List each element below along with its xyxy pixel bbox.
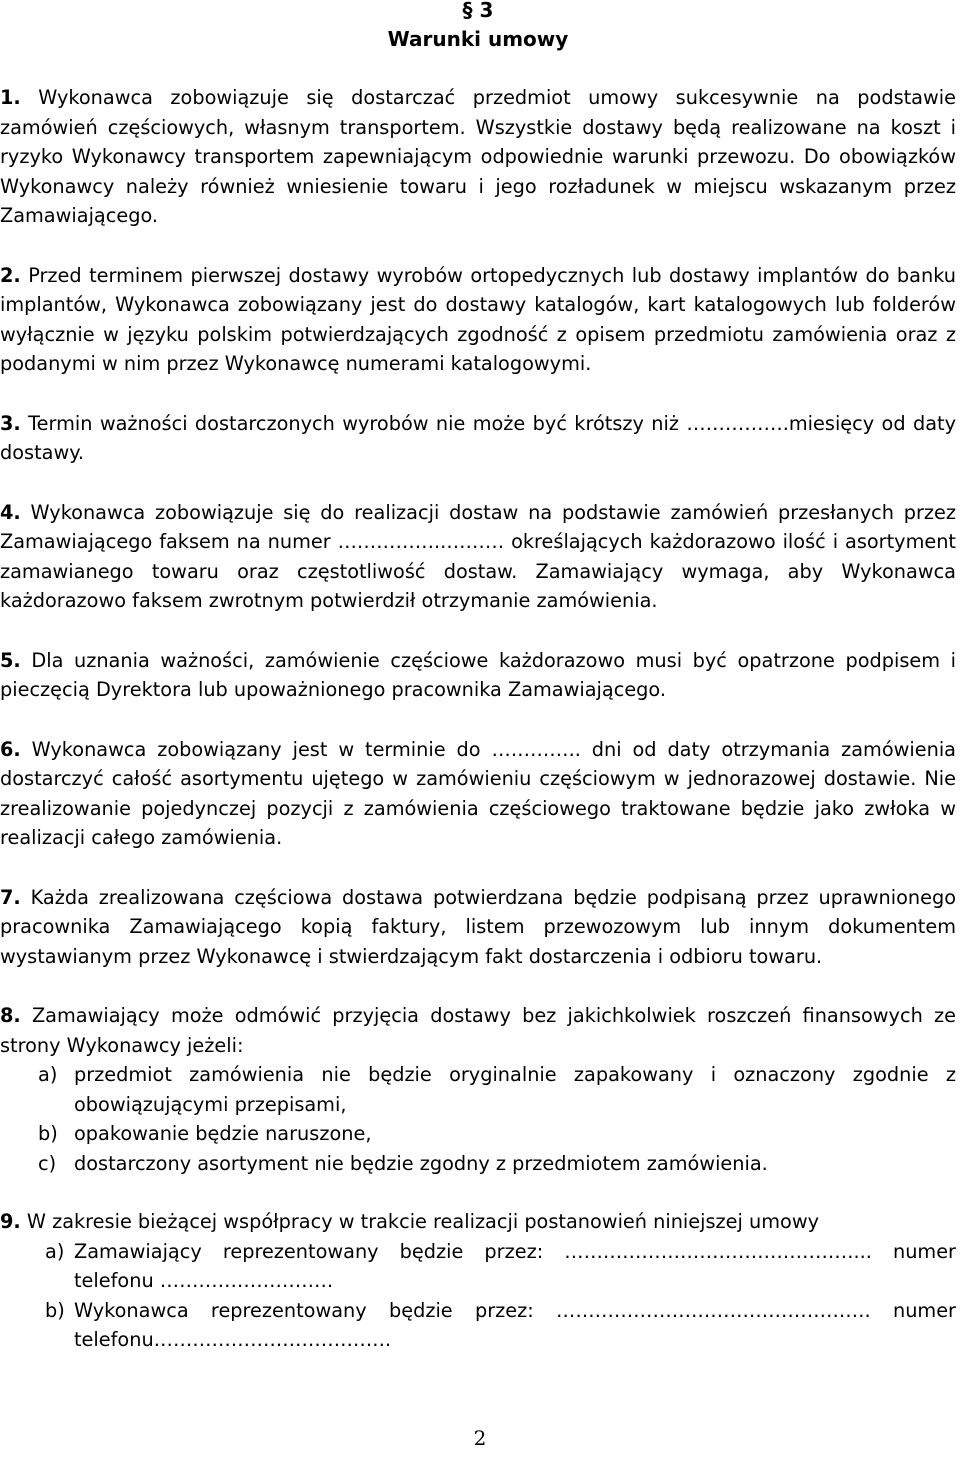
paragraph-text: Dla uznania ważności, zamówienie częściowe każdorazowo musi być opatrzone podpisem i pieczęcią Dyrektora lub upoważnionego pracownika Zamawiającego. xyxy=(0,648,956,701)
paragraph-9-representatives-list xyxy=(0,1237,956,1355)
paragraph-text: Wykonawca zobowiązuje się do realizacji dostaw na podstawie zamówień przesłanych przez Zamawiającego faksem na numer ……………..……… określających każdorazowo ilość i asortyment zamawianego towaru oraz częstotliwość dostaw. Zamawiający wymaga, aby Wykonawca każdorazowo faksem zwrotnym potwierdził otrzymanie zamówienia. xyxy=(0,500,956,612)
section-symbol: § 3 xyxy=(462,0,494,22)
paragraph-2 xyxy=(0,261,956,379)
paragraph-number: 4. xyxy=(0,500,21,524)
paragraph-number: 6. xyxy=(0,737,21,761)
paragraph-6 xyxy=(0,735,956,853)
list-item-text: Zamawiający reprezentowany będzie przez: ………………………………………... numer telefonu ……………………… xyxy=(74,1239,956,1292)
paragraph-4 xyxy=(0,498,956,616)
paragraph-9 xyxy=(0,1207,956,1237)
list-item xyxy=(0,1296,956,1355)
list-marker: b) xyxy=(38,1122,58,1145)
list-marker: a) xyxy=(45,1239,65,1263)
paragraph-text: W zakresie bieżącej współpracy w trakcie realizacji postanowień niniejszej umowy xyxy=(20,1210,820,1233)
paragraph-text: Wykonawca zobowiązany jest w terminie do ………….. dni od daty otrzymania zamówienia dostarczyć całość asortymentu ujętego w zamówieniu częściowym w jednorazowej dostawie. Nie zrealizowanie pojedynczej pozycji z zamówienia częściowego traktowane będzie jako zwłoka w realizacji całego zamówienia. xyxy=(0,737,956,849)
list-item-text: przedmiot zamówienia nie będzie oryginalnie zapakowany i oznaczony zgodnie z obowiązującymi przepisami, xyxy=(74,1063,956,1116)
paragraph-8 xyxy=(0,1001,956,1060)
list-item xyxy=(0,1149,956,1179)
list-marker: a) xyxy=(38,1063,58,1086)
paragraph-number: 3. xyxy=(0,411,21,435)
paragraph-text: Przed terminem pierwszej dostawy wyrobów ortopedycznych lub dostawy implantów do banku implantów, Wykonawca zobowiązany jest do dostawy katalogów, kart katalogowych lub folderów wyłącznie w języku polskim potwierdzających zgodność z opisem przedmiotu zamówienia oraz z podanymi w nim przez Wykonawcę numerami katalogowymi. xyxy=(0,263,956,375)
list-item-text: opakowanie będzie naruszone, xyxy=(74,1122,372,1145)
list-item xyxy=(0,1060,956,1119)
paragraph-1 xyxy=(0,83,956,231)
paragraph-text: Wykonawca zobowiązuje się dostarczać przedmiot umowy sukcesywnie na podstawie zamówień częściowych, własnym transportem. Wszystkie dostawy będą realizowane na koszt i ryzyko Wykonawcy transportem zapewniającym odpowiednie warunki przewozu. Do obowiązków Wykonawcy należy również wniesienie towaru i jego rozładunek w miejscu wskazanym przez Zamawiającego. xyxy=(0,86,956,227)
list-item xyxy=(0,1119,956,1149)
list-item-text: Wykonawca reprezentowany będzie przez: …………………………………………. numer telefonu………………………………. xyxy=(74,1298,956,1351)
list-item xyxy=(0,1237,956,1296)
paragraph-number: 8. xyxy=(0,1004,21,1027)
section-title: Warunki umowy xyxy=(387,27,569,51)
list-marker: b) xyxy=(45,1298,65,1322)
list-item-text: dostarczony asortyment nie będzie zgodny z przedmiotem zamówienia. xyxy=(74,1151,768,1175)
paragraph-number: 2. xyxy=(0,263,21,287)
paragraph-7 xyxy=(0,883,956,972)
paragraph-3 xyxy=(0,409,956,468)
paragraph-number: 9. xyxy=(0,1210,21,1233)
paragraph-number: 7. xyxy=(0,885,21,909)
paragraph-5 xyxy=(0,646,956,705)
paragraph-text: Zamawiający może odmówić przyjęcia dostawy bez jakichkolwiek roszczeń finansowych ze strony Wykonawcy jeżeli: xyxy=(0,1004,956,1057)
list-marker: c) xyxy=(38,1151,57,1175)
paragraph-8-conditions-list xyxy=(0,1060,956,1178)
paragraph-number: 1. xyxy=(0,86,21,109)
paragraph-number: 5. xyxy=(0,648,21,672)
page-number: 2 xyxy=(473,1426,487,1450)
paragraph-text: Każda zrealizowana częściowa dostawa potwierdzana będzie podpisaną przez uprawnionego pracownika Zamawiającego kopią faktury, listem przewozowym lub innym dokumentem wystawianym przez Wykonawcę i stwierdzającym fakt dostarczenia i odbioru towaru. xyxy=(0,885,956,968)
paragraph-text: Termin ważności dostarczonych wyrobów nie może być krótszy niż …………….miesięcy od daty dostawy. xyxy=(0,411,956,464)
